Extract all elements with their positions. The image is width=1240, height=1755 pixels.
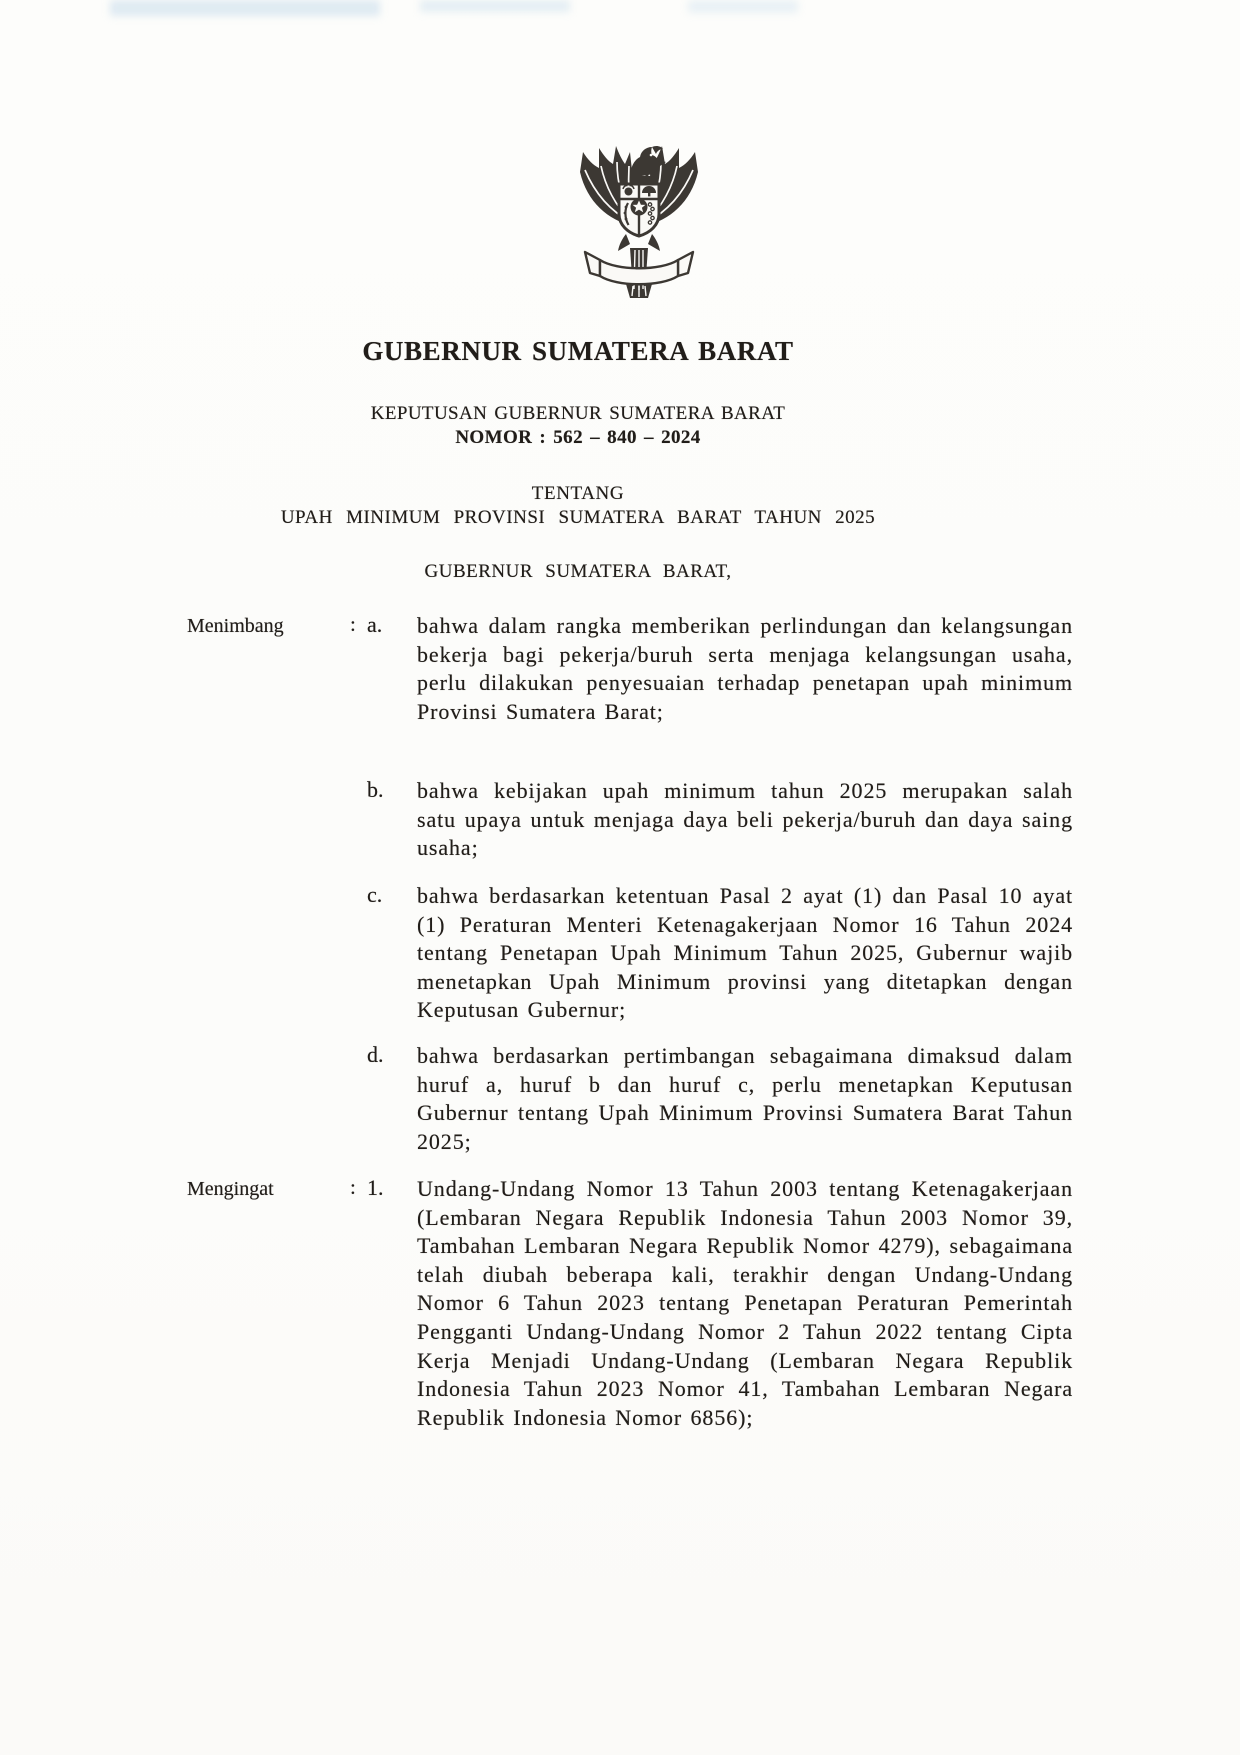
list-item-text: bahwa dalam rangka memberikan perlindungan dan kelangsungan bekerja bagi pekerja/buruh serta menjaga kelangsungan usaha, perlu dilakukan penyesuaian terhadap penetapan upah minimum Provinsi Sumatera Barat; [417, 613, 1073, 724]
decree-type-line: KEPUTUSAN GUBERNUR SUMATERA BARAT [370, 403, 786, 424]
list-item-text: bahwa berdasarkan ketentuan Pasal 2 ayat (1) dan Pasal 10 ayat (1) Peraturan Menteri Ketenagakerjaan Nomor 16 Tahun 2024 tentang Penetapan Upah Minimum Tahun 2025, Gubernur wajib menetapkan Upah Minimum provinsi yang ditetapkan dengan Keputusan Gubernur; [417, 883, 1073, 1023]
list-item-text: bahwa berdasarkan pertimbangan sebagaimana dimaksud dalam huruf a, huruf b dan huruf c, perlu menetapkan Keputusan Gubernur tentang Upah Minimum Provinsi Sumatera Barat Tahun 2025; [417, 1043, 1073, 1154]
decree-number-line: NOMOR : 562 – 840 – 2024 [455, 427, 701, 448]
page-title: GUBERNUR SUMATERA BARAT [362, 336, 794, 366]
about-label: TENTANG [531, 483, 625, 504]
section-colon: : [350, 612, 356, 636]
scan-artifact [110, 0, 380, 16]
list-item-text: bahwa kebijakan upah minimum tahun 2025 merupakan salah satu upaya untuk menjaga daya beli pekerja/buruh dan daya saing usaha; [417, 778, 1073, 861]
list-item-marker: d. [367, 1042, 384, 1067]
garuda-eagle-icon [572, 140, 706, 300]
section-label-menimbang: Menimbang [187, 615, 284, 637]
list-item-marker: a. [367, 612, 383, 637]
decree-subject: UPAH MINIMUM PROVINSI SUMATERA BARAT TAHUN 2025 [280, 507, 876, 528]
salutation-line: GUBERNUR SUMATERA BARAT, [424, 561, 732, 582]
section-label-mengingat: Mengingat [187, 1178, 274, 1200]
garuda-pancasila-emblem [572, 140, 706, 300]
section-colon: : [350, 1175, 356, 1199]
list-item-marker: b. [367, 777, 384, 802]
list-item-text: Undang-Undang Nomor 13 Tahun 2003 tentang Ketenagakerjaan (Lembaran Negara Republik Indonesia Tahun 2003 Nomor 39, Tambahan Lembaran Negara Republik Nomor 4279), sebagaimana telah diubah beberapa kali, terakhir dengan Undang-Undang Nomor 6 Tahun 2023 tentang Penetapan Peraturan Pemerintah Pengganti Undang-Undang Nomor 2 Tahun 2022 tentang Cipta Kerja Menjadi Undang-Undang (Lembaran Negara Republik Indonesia Tahun 2023 Nomor 41, Tambahan Lembaran Negara Republik Indonesia Nomor 6856); [417, 1176, 1073, 1430]
list-item-marker: 1. [367, 1175, 384, 1200]
list-item-marker: c. [367, 882, 383, 907]
scan-artifact [420, 0, 570, 12]
scan-artifact [688, 0, 798, 13]
